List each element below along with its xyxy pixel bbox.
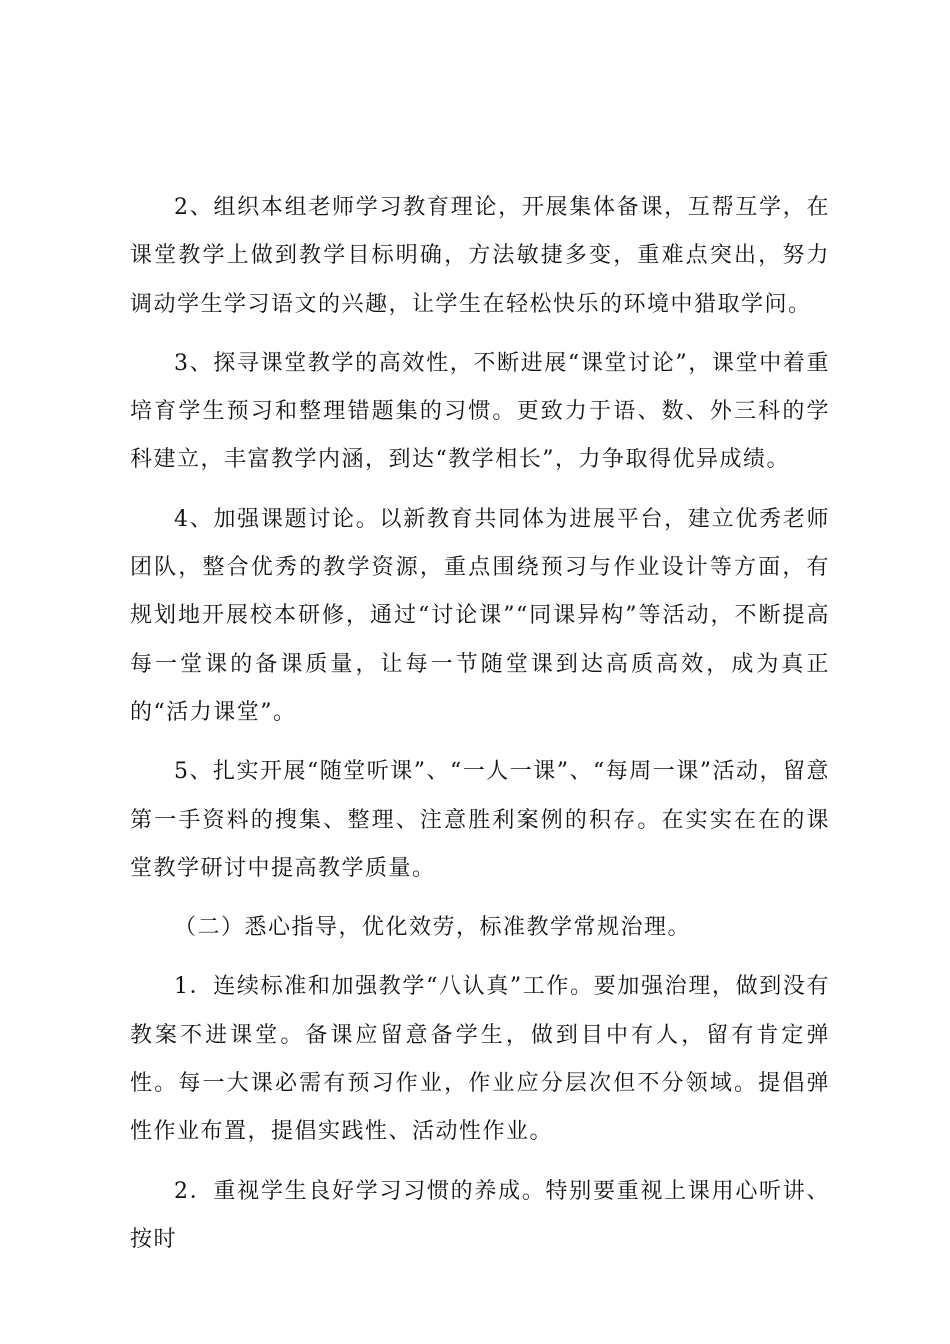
paragraph-item-4: 4、加强课题讨论。以新教育共同体为进展平台，建立优秀老师团队，整合优秀的教学资源，重点围绕预习与作业设计等方面，有规划地开展校本研修，通过“讨论课”“同课异构”等活动，不断提高每一堂课的备课质量，让每一节随堂课到达高质高效，成为真正的“活力课堂”。 [130, 506, 830, 725]
paragraph-item-2: 2、组织本组老师学习教育理论，开展集体备课，互帮互学，在课堂教学上做到教学目标明确，方法敏捷多变，重难点突出，努力调动学生学习语文的兴趣，让学生在轻松快乐的环境中猎取学问。 [130, 195, 830, 317]
section-heading: （二）悉心指导，优化效劳，标准教学常规治理。 [174, 915, 692, 941]
paragraph-item-5: 5、扎实开展“随堂听课”、“一人一课”、“每周一课”活动，留意第一手资料的搜集、整理、注意胜利案例的积存。在实实在在的课堂教学研讨中提高教学质量。 [130, 759, 830, 881]
document-body [130, 184, 830, 1275]
paragraph-item-3: 3、探寻课堂教学的高效性，不断进展“课堂讨论”，课堂中着重培育学生预习和整理错题集的习惯。更致力于语、数、外三科的学科建立，丰富教学内涵，到达“教学相长”，力争取得优异成绩。 [130, 350, 830, 473]
paragraph-item-1-teaching: 1．连续标准和加强教学“八认真”工作。要加强治理，做到没有教案不进课堂。备课应留意备学生，做到目中有人，留有肯定弹性。每一大课必需有预习作业，作业应分层次但不分领域。提倡弹性作业布置，提倡实践性、活动性作业。 [130, 974, 830, 1145]
paragraph-item-2-habits: 2．重视学生良好学习习惯的养成。特别要重视上课用心听讲、按时 [130, 1178, 830, 1252]
